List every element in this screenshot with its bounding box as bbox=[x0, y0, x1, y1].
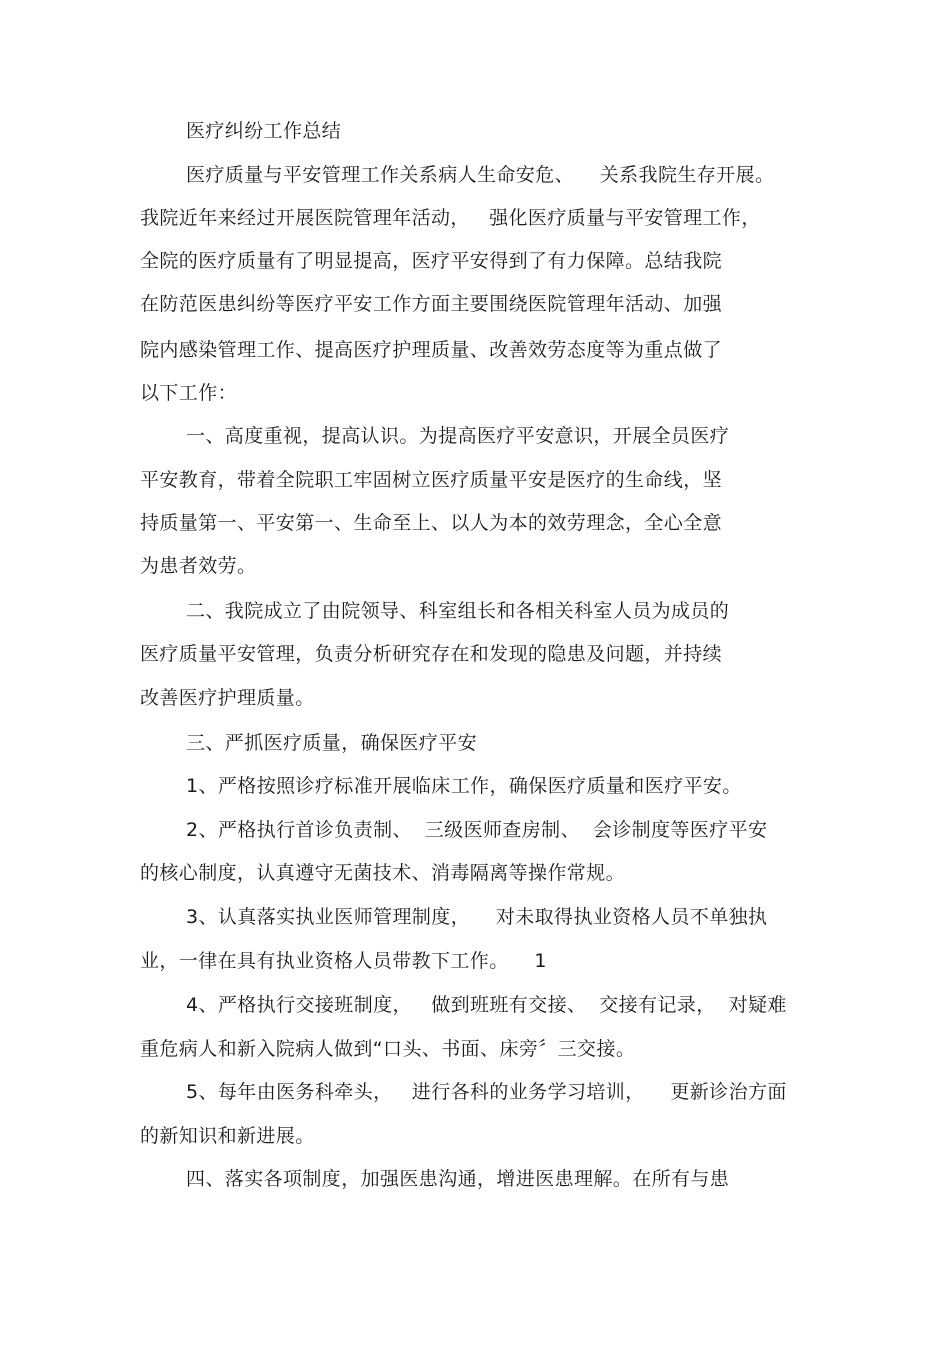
paragraph-line: 我院近年来经过开展医院管理年活动， 强化医疗质量与平安管理工作， bbox=[140, 207, 761, 229]
paragraph-line: 改善医疗护理质量。 bbox=[140, 687, 315, 709]
paragraph-line: 的新知识和新进展。 bbox=[140, 1125, 315, 1147]
paragraph-line: 一、高度重视，提高认识。为提高医疗平安意识，开展全员医疗 bbox=[186, 425, 730, 447]
section-heading: 四、落实各项制度，加强医患沟通，增进医患理解。在所有与患 bbox=[186, 1168, 730, 1190]
list-item: 5、每年由医务科牵头， 进行各科的业务学习培训， 更新诊治方面 bbox=[186, 1081, 787, 1103]
paragraph-line: 以下工作： bbox=[140, 382, 238, 404]
paragraph-line: 医疗质量平安管理，负责分析研究存在和发现的隐患及问题，并持续 bbox=[140, 643, 723, 665]
paragraph-line: 二、我院成立了由院领导、科室组长和各相关科室人员为成员的 bbox=[186, 600, 730, 622]
paragraph-line: 重危病人和新入院病人做到“口头、书面、床旁〞三交接。 bbox=[140, 1038, 636, 1060]
paragraph-line: 持质量第一、平安第一、生命至上、以人为本的效劳理念，全心全意 bbox=[140, 512, 723, 534]
paragraph-line: 院内感染管理工作、提高医疗护理质量、改善效劳态度等为重点做了 bbox=[140, 339, 723, 361]
section-heading: 三、严抓医疗质量，确保医疗平安 bbox=[186, 732, 478, 754]
list-item: 1、严格按照诊疗标准开展临床工作，确保医疗质量和医疗平安。 bbox=[186, 775, 742, 797]
paragraph-line: 医疗质量与平安管理工作关系病人生命安危、 关系我院生存开展。 bbox=[186, 164, 775, 186]
list-item: 4、严格执行交接班制度， 做到班班有交接、 交接有记录， 对疑难 bbox=[186, 994, 787, 1016]
list-item: 3、认真落实执业医师管理制度， 对未取得执业资格人员不单独执 bbox=[186, 906, 768, 928]
paragraph-line: 为患者效劳。 bbox=[140, 555, 257, 577]
document-title: 医疗纠纷工作总结 bbox=[186, 120, 342, 142]
paragraph-line: 平安教育，带着全院职工牢固树立医疗质量平安是医疗的生命线，坚 bbox=[140, 469, 723, 491]
paragraph-line: 业，一律在具有执业资格人员带教下工作。 1 bbox=[140, 950, 547, 972]
paragraph-line: 全院的医疗质量有了明显提高，医疗平安得到了有力保障。总结我院 bbox=[140, 250, 723, 272]
paragraph-line: 的核心制度，认真遵守无菌技术、消毒隔离等操作常规。 bbox=[140, 862, 626, 884]
list-item: 2、严格执行首诊负责制、 三级医师查房制、 会诊制度等医疗平安 bbox=[186, 819, 768, 841]
paragraph-line: 在防范医患纠纷等医疗平安工作方面主要围绕医院管理年活动、加强 bbox=[140, 293, 723, 315]
